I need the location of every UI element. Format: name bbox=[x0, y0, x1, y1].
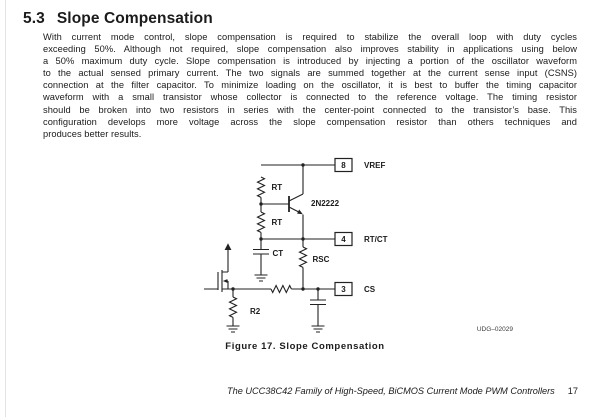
pin-8-number: 8 bbox=[341, 161, 346, 170]
resistor-rt-top bbox=[258, 177, 283, 197]
resistor-rsc-label: RSC bbox=[312, 255, 330, 264]
paragraph-line: produces better results. bbox=[43, 128, 142, 139]
section-number: 5.3 bbox=[23, 10, 45, 27]
pin-4-name: RT/CT bbox=[364, 235, 388, 244]
mosfet-symbol bbox=[218, 243, 231, 292]
transistor-label: 2N2222 bbox=[311, 199, 340, 208]
paragraph-line: to the actual sensed primary current. The two signals are summed together at the current sense input (CSNS) bbox=[43, 68, 577, 79]
pin-3-cs bbox=[335, 283, 376, 296]
section-title: Slope Compensation bbox=[56, 10, 213, 27]
footer-document-title: The UCC38C42 Family of High-Speed, BiCMOS Current Mode PWM Controllers bbox=[226, 386, 555, 396]
paragraph-line: With current mode control, slope compensation is required to stabilize the overall loop with duty cycles bbox=[43, 32, 577, 42]
mosfet-body-arrow-icon bbox=[223, 279, 228, 283]
pin-3-number: 3 bbox=[341, 285, 346, 294]
pin-8-name: VREF bbox=[364, 161, 386, 170]
page-footer bbox=[0, 386, 578, 396]
mosfet-drain-arrow-icon bbox=[225, 243, 232, 250]
paragraph-line: a 50% maximum duty cycle. Slope compensation is introduced by injecting a portion of the oscillator waveform bbox=[43, 56, 577, 67]
paragraph-line: connection at the filter capacitor. To minimize loading on the oscillator, it is best to buffer the timing capacitor bbox=[43, 80, 577, 91]
resistor-rt-top-label: RT bbox=[271, 183, 283, 192]
resistor-rt-bottom-label: RT bbox=[271, 218, 283, 227]
drawing-code: UDG–02029 bbox=[476, 326, 513, 333]
paragraph-line: exceeding 50%. Although not required, slope compensation also improves stability in applications using below bbox=[43, 44, 577, 55]
resistor-filter-horizontal bbox=[271, 286, 291, 293]
pin-4-number: 4 bbox=[341, 235, 346, 244]
pin-4-rtct bbox=[335, 233, 388, 246]
pin-8-vref bbox=[335, 159, 385, 172]
capacitor-filter bbox=[310, 300, 326, 305]
ground-symbol-r2 bbox=[227, 326, 240, 332]
ground-symbol-filter-cap bbox=[312, 326, 325, 332]
pin-3-name: CS bbox=[364, 285, 376, 294]
capacitor-ct bbox=[253, 249, 283, 258]
figure-caption: Figure 17. Slope Compensation bbox=[225, 341, 385, 352]
resistor-rt-bottom bbox=[258, 212, 283, 232]
circuit-wires bbox=[204, 165, 335, 326]
resistor-rsc bbox=[300, 247, 330, 267]
paragraph-line: waveform with a small transistor whose collector is connected to the reference voltage. The timing resistor bbox=[43, 92, 577, 103]
resistor-r2-label: R2 bbox=[250, 307, 261, 316]
capacitor-ct-label: CT bbox=[272, 249, 284, 258]
paragraph-line: should be broken into two resistors in series with the center-point connected to the transistor’s base. This bbox=[43, 104, 577, 115]
footer-page-number: 17 bbox=[567, 386, 578, 396]
resistor-r2 bbox=[230, 297, 261, 317]
paragraph-line: configuration develops more voltage across the slope compensation resistor than others techniques and bbox=[43, 116, 577, 127]
ground-symbol-ct bbox=[255, 275, 268, 281]
